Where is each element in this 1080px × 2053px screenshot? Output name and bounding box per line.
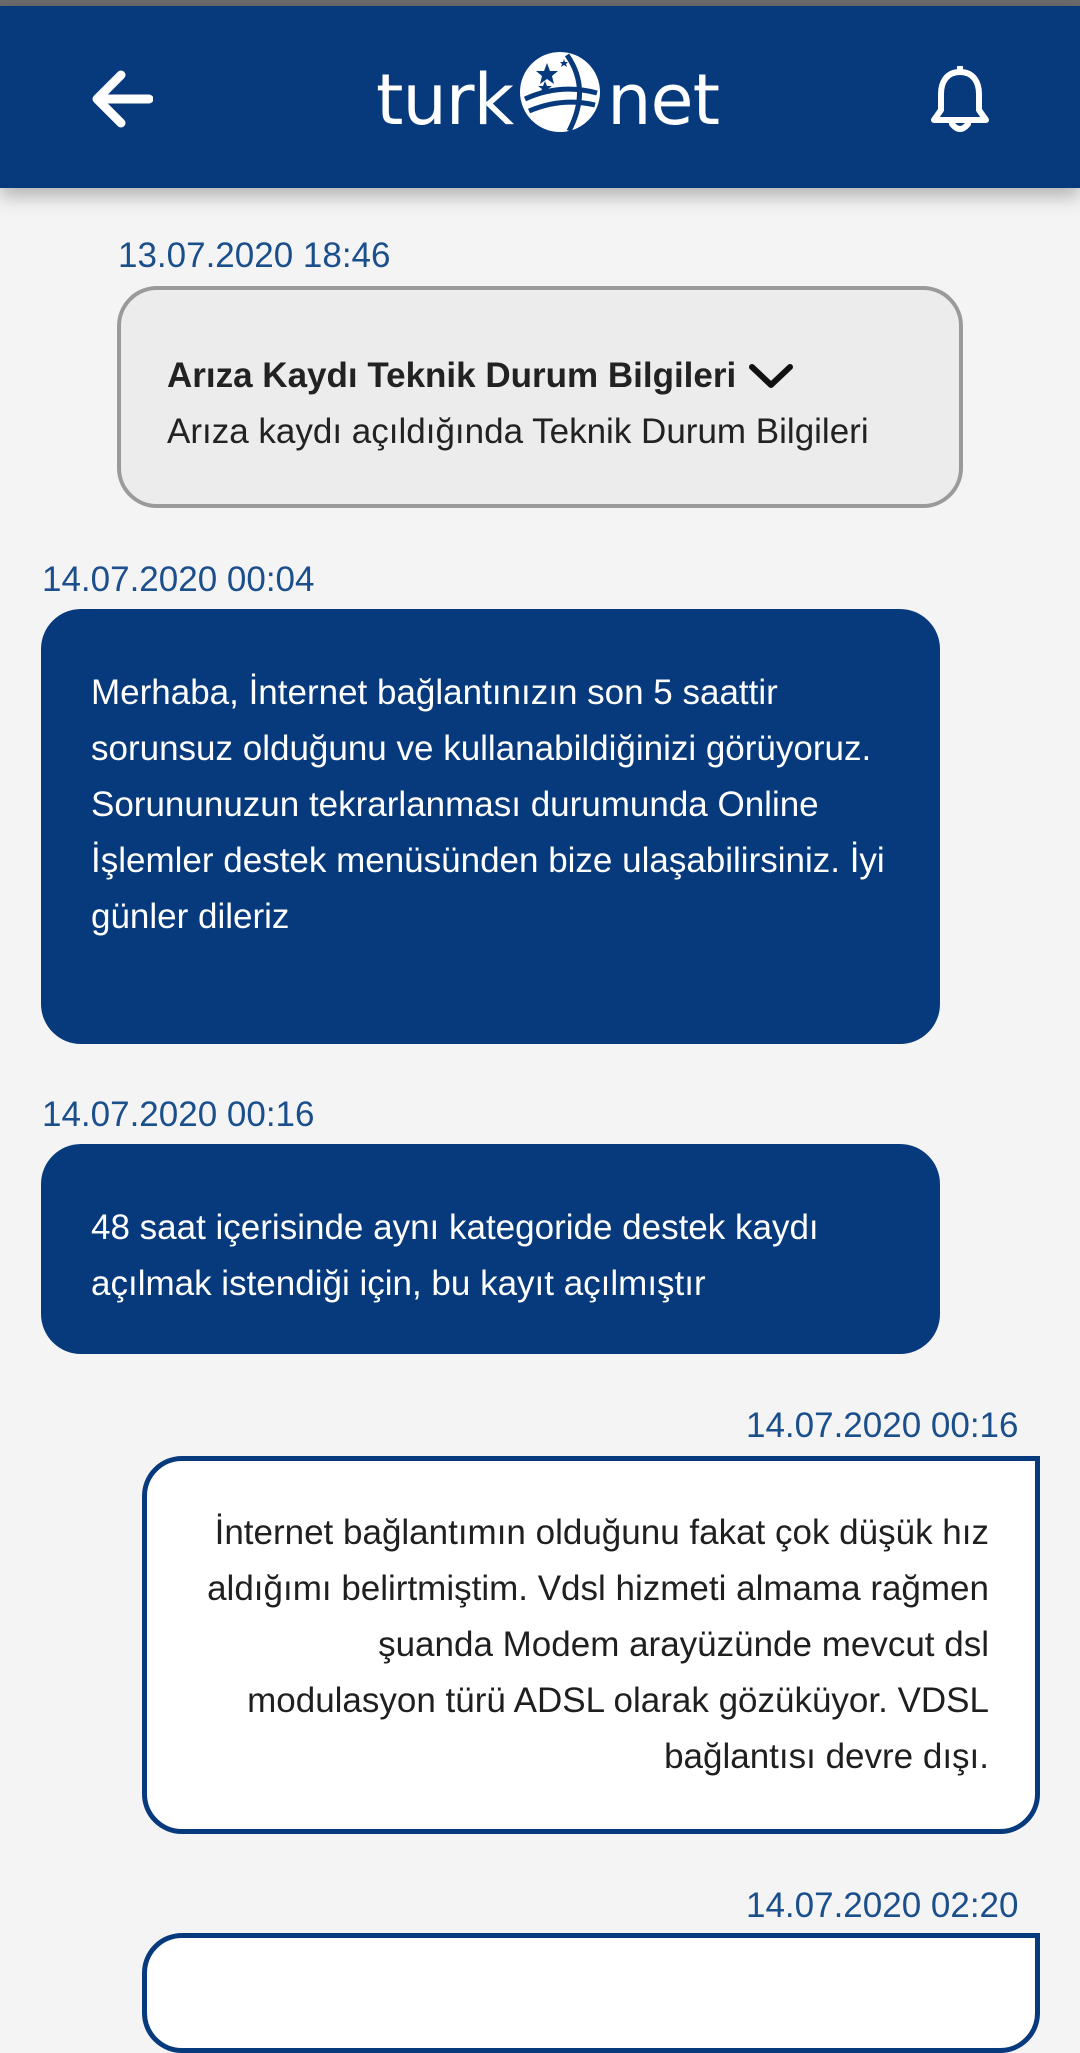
chevron-down-icon[interactable] <box>748 361 794 391</box>
card-title-row <box>167 352 939 400</box>
bell-icon <box>929 66 991 136</box>
back-button[interactable] <box>82 60 160 138</box>
notifications-button[interactable] <box>920 60 1000 142</box>
app-header <box>0 6 1080 188</box>
message-text: Merhaba, İnternet bağlantınızın son 5 saattir sorunsuz olduğunu ve kullanabildiğinizi görüyoruz. Sorununuzun tekrarlanması durumunda Online İşlemler destek menüsünden bize ulaşabilirsiniz. İyi günler dileriz <box>91 673 885 936</box>
turknet-logo <box>376 50 719 150</box>
agent-message-bubble <box>41 609 940 1044</box>
user-message-bubble <box>142 1933 1040 2053</box>
arrow-left-icon <box>89 69 153 129</box>
card-subtitle: Arıza kaydı açıldığında Teknik Durum Bilgileri <box>167 412 869 451</box>
message-timestamp: 14.07.2020 00:04 <box>42 560 315 599</box>
globe-stars-icon <box>517 49 603 152</box>
agent-message-bubble <box>41 1144 940 1354</box>
message-timestamp: 14.07.2020 00:16 <box>746 1406 1019 1445</box>
message-timestamp: 14.07.2020 00:16 <box>42 1095 315 1134</box>
technical-status-card[interactable] <box>117 286 963 508</box>
logo-text-turk: turk <box>376 59 514 141</box>
message-timestamp: 13.07.2020 18:46 <box>118 236 391 275</box>
logo-text-net: net <box>607 59 720 141</box>
message-text: İnternet bağlantımın olduğunu fakat çok düşük hız aldığımı belirtmiştim. Vdsl hizmeti almama rağmen şuanda Modem arayüzünde mevcut dsl modulasyon türü ADSL olarak gözüküyor. VDSL bağlantısı devre dışı. <box>207 1513 989 1776</box>
card-title: Arıza Kaydı Teknik Durum Bilgileri <box>167 356 737 395</box>
user-message-bubble <box>142 1456 1040 1834</box>
message-timestamp: 14.07.2020 02:20 <box>746 1886 1019 1925</box>
message-text: 48 saat içerisinde aynı kategoride destek kaydı açılmak istendiği için, bu kayıt açılmıştır <box>91 1208 819 1303</box>
